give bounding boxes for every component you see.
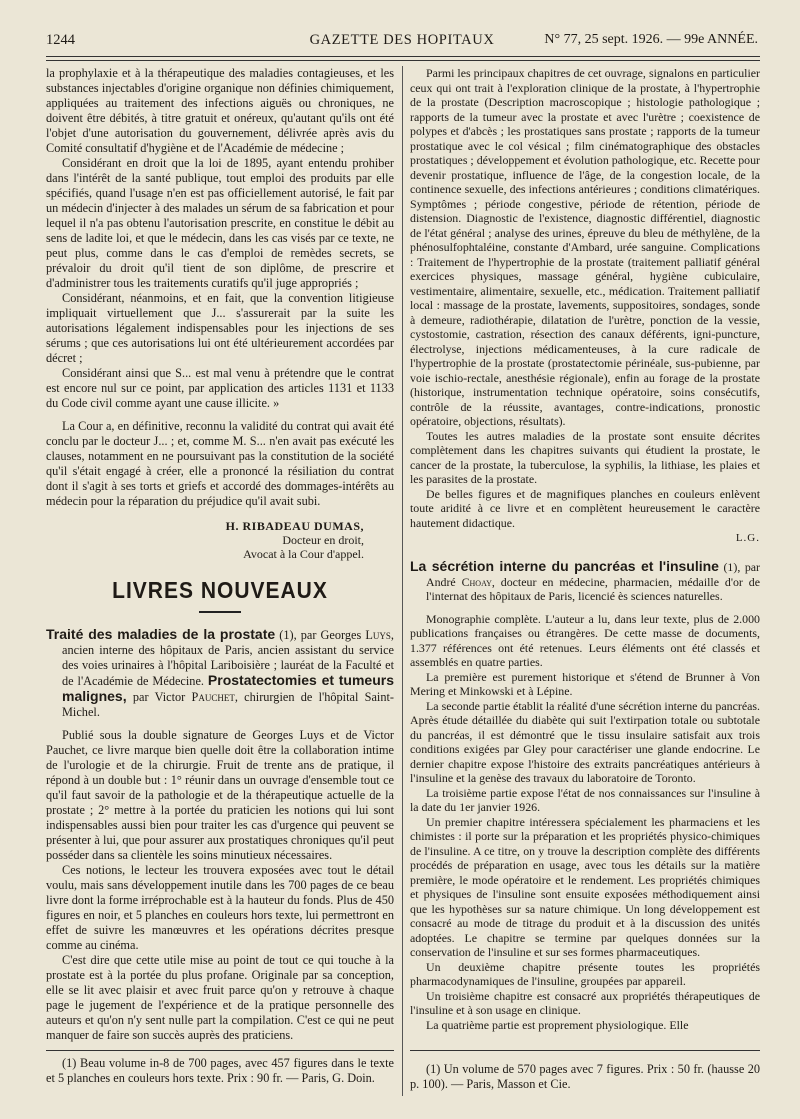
paragraph: De belles figures et de magnifiques planches en couleurs enlèvent toute aridité à ce livre et en complètent heureusement le caractère hautement didactique. [410,486,760,530]
signature-role: Avocat à la Cour d'appel. [243,547,364,561]
right-footnote-block [410,1062,760,1091]
left-column [46,66,394,1043]
paragraph: La troisième partie expose l'état de nos connaissances sur l'insuline à la date du 1er janvier 1926. [410,785,760,815]
book-note: (1), par André [426,560,761,589]
footnote-rule [46,1050,394,1051]
book-author-2: Pauchet, [191,690,238,704]
paragraph: La seconde partie établit la réalité d'une sécrétion interne du pancréas. Après étude détaillée du diabète qui suit l'extirpation totale ou subtotale du pancréas, il est démontré que le tissu insulaire satisfait aux trois conditions exigées par Gley pour caractériser une glande endocrine. Le dernier chapitre expose l'histoire des extraits pancréatiques antérieurs à l'insuline et la genèse des travaux du laboratoire de Toronto. [410,698,760,786]
journal-title: GAZETTE DES HOPITAUX [309,32,495,48]
paragraph: Considérant en droit que la loi de 1895, ayant entendu prohiber dans l'intérêt de la santé publique, tout emploi des produits par elle spécifiés, quand l'usage n'en est pas officiellement autorisé, le fait par un médecin d'injecter à des malades un sérum de sa fabrication et pour lequel il n'a pas obtenu l'autorisation prescrite, en constitue le débit au sens de ladite loi, et que le médecin, dans les cas visés par ce texte, ne peut plus, comme dans le cas d'emploi de remèdes secrets, se prévaloir du droit qu'il tient de son diplôme, de prescrire et d'administrer tous les traitements curatifs qu'il juge appropriés ; [46,156,394,290]
page-number: 1244 [46,32,75,48]
paragraph: Publié sous la double signature de Georges Luys et de Victor Pauchet, ce livre marque bien quelle doit être la collaboration intime de l'urologie et de la chirurgie. Fruit de trente ans de pratique, il répond à un double but : 1° réunir dans un ouvrage d'ensemble tout ce qu'il faut savoir de la pathologie et de la thérapeutique actuelle de la prostate ; 2° mettre à la portée du praticien les notions qui lui sont indispensables aussi bien pour traiter les cas d'urgence qui peuvent se présenter à lui, que pour assurer aux prostatiques chroniques qu'il peut posséder dans sa clientèle les soins minutieux nécessaires. [46,728,394,862]
book-desc: docteur en médecine, pharmacien, médaille d'or de l'internat des hôpitaux de Paris, licencié ès sciences naturelles. [426,574,760,604]
header-rule-thin [46,60,760,61]
paragraph: La quatrième partie est proprement physiologique. Elle [426,1018,689,1032]
paragraph: Monographie complète. L'auteur a lu, dans leur texte, plus de 2.000 publications françaises ou étrangères. De cette masse de documents, 1.377 références ont été retenues. Leurs éléments ont été classés et assemblés en quatre parties. [410,611,760,670]
right-column [410,66,760,1033]
issue-info: N° 77, 25 sept. 1926. — 99e ANNÉE. [544,32,758,47]
paragraph: Toutes les autres maladies de la prostate sont ensuite décrites complètement dans les chapitres suivants qui étudient la prostate, le cancer de la prostate, la tuberculose, la syphilis, la lithiase, les plaies et les parasites de la prostate. [410,428,760,487]
book-title-2: Prostatectomies et tumeurs malignes, [62,672,394,704]
book-note: (1), par Georges [275,628,366,642]
paragraph: Considérant ainsi que S... est mal venu à prétendre que le contrat est encore nul sur ce point, par application des articles 1131 et 1133 du Code civil comme ayant une cause illicite. » [46,366,394,410]
header-rule [46,56,760,57]
footnote: (1) Beau volume in-8 de 700 pages, avec 457 figures dans le texte et 5 planches en couleurs hors texte. Prix : 90 fr. — Paris, G. Doin. [46,1056,394,1085]
book-desc: ancien interne des hôpitaux de Paris, ancien assistant du service des voies urinaires à l'hôpital Lariboisière ; lauréat de la Faculté et de l'Académie de Médecine. [62,643,394,688]
paragraph: La première est purement historique et s'étend de Brunner à Von Mering et Minkowski et à Lépine. [410,669,760,699]
section-title: LIVRES NOUVEAUX [112,577,328,604]
author-initials: L.G. [735,531,760,544]
book-entry [46,627,394,720]
footnote: (1) Un volume de 570 pages avec 7 figures. Prix : 50 fr. (hausse 20 p. 100). — Paris, Masson et Cie. [410,1062,760,1091]
paragraph: Un premier chapitre intéressera spécialement les pharmaciens et les chimistes : il porte sur la préparation et les propriétés physico-chimiques de l'insuline. A ce titre, on y trouve la description complète des différents procédés de préparation en usage, avec tous les détails sur la matière première, le mode opératoire et le rendement. Les propriétés chimiques et physiques de l'insuline sont ensuite exposées méthodiquement ainsi que les hypothèses sur sa nature chimique. Un long développement est consacré au mode de titrage du produit et à la discussion des unités adoptées. Le chapitre se termine par quelques données sur la conservation de l'insuline et sur ses formes pharmaceutiques. [410,814,760,960]
signature [46,519,394,561]
heading-rule [199,611,241,613]
section-heading [46,577,394,613]
column-divider [402,66,403,1096]
book-entry [410,559,760,604]
signature-title: Docteur en droit, [282,533,364,547]
book-by: par Victor [126,690,192,704]
paragraph: Un troisième chapitre est consacré aux propriétés thérapeutiques de l'insuline et à son usage en clinique. [410,988,760,1018]
paragraph: Un deuxième chapitre présente toutes les propriétés pharmacodynamiques de l'insuline, groupées par appareil. [410,959,760,989]
left-footnote-block [46,1056,394,1085]
book-title: La sécrétion interne du pancréas et l'insuline [410,558,719,575]
paragraph: Ces notions, le lecteur les trouvera exposées avec tout le détail voulu, mais sans développement inutile dans les 700 pages de ce beau livre dont la forme irréprochable est à la hauteur du fonds. Plus de 450 figures en noir, et 5 planches en couleurs hors texte, lui permettront en effet de suivre les manœuvres et les opérations décrites presque comme au cinéma. [46,863,394,952]
book-desc-2: chirurgien de l'hôpital Saint-Michel. [62,690,394,719]
book-author: Luys, [365,628,394,642]
footnote-rule [410,1050,760,1051]
paragraph: La Cour a, en définitive, reconnu la validité du contrat qui avait été conclu par le docteur J... ; et, comme M. S... n'en avait pas exécuté les clauses, notamment en ne poursuivant pas la constitution de la société qu'il s'était engagé à créer, elle a prononcé la résiliation du contrat dont il s'agit à ses torts et griefs et accordé des dommages-intérêts au médecin pour la réparation du préjudice qu'il avait subi. [46,419,394,508]
signature-name: H. RIBADEAU DUMAS, [225,519,364,533]
paragraph: Considérant, néanmoins, et en fait, que la convention litigieuse impliquait virtuellement que J... s'assurerait par la suite les autorisations légalement indispensables pour les injections de ses sérums ; que ces autorisations lui ont été ultérieurement accordées par décret ; [46,291,394,365]
paragraph: C'est dire que cette utile mise au point de tout ce qui touche à la prostate est à la portée du plus profane. Originale par sa conception, elle se lit avec plaisir et avec fruit parce qu'on y retrouve à chaque page le jugement de l'expérience et de la pratique personnelle des auteurs et qu'on n'y sent nulle part la compilation. C'est ce qui ne peut manquer de faire son succès auprès des praticiens. [46,953,394,1042]
page-header [46,32,758,54]
paragraph: Parmi les principaux chapitres de cet ouvrage, signalons en particulier ceux qui ont trait à l'exploration clinique de la prostate, à l'hypertrophie de la prostate (Description macroscopique ; histologie pathologique ; rapports de la tumeur avec la prostate et avec l'urètre ; coexistence de polypes et d'abcès ; les prostatiques sans prostate ; rapports de la tumeur prostatique avec le col vésical ; film cinématographique des obstacles prostatiques ; développement et évolution pathologique, etc. Recette pour devenir prostatique, influence de l'âge, de la congestion locale, de la continence sexuelle, des infections antérieures ; conditions climatériques. Symptômes ; période congestive, période de rétention, période de distension. Diagnostic de l'existence, diagnostic différentiel, diagnostic de l'état général ; analyse des urines, épreuve du bleu de méthylène, de la phénosulfophtaléine, constante d'Ambard, urée sanguine. Complications : Traitement de l'hypertrophie de la prostate (traitement palliatif général exercices physiques, massage général, hygiène cubiculaire, vestimentaire, alimentaire, sexuelle, etc., médication. Traitement palliatif local : massage de la prostate, lavements, suppositoires, sondages, sonde à demeure, radiothérapie, dilatation de l'urètre, ponction de la vessie, cystostomie, castration, résection des canaux déférents, igni-puncture, électrolyse, injections médicamenteuses, à la cure radicale de l'hypertrophie de la prostate (prostatectomie périnéale, sus-pubienne, par voie ischio-rectale, anesthésie régionale), enfin au forage de la prostate (historique, instrumentation technique opératoire, soins consécutifs, contrôle de la réussite, avantages, contre-indications, pronostic opératoire, objections, résultats). [410,66,761,429]
book-author: Choay, [461,574,495,589]
book-title: Traité des maladies de la prostate [46,626,276,642]
paragraph: la prophylaxie et à la thérapeutique des maladies contagieuses, et les substances injectables d'origine organique non définies chimiquement, appliquées au traitement des infections aiguës ou chroniques, ne doivent être débités, à titre gratuit et onéreux, qu'autant qu'ils ont été l'objet d'une autorisation du gouvernement, délivrée après avis du Comité consultatif d'hygiène et de l'Académie de médecine ; [46,66,394,155]
